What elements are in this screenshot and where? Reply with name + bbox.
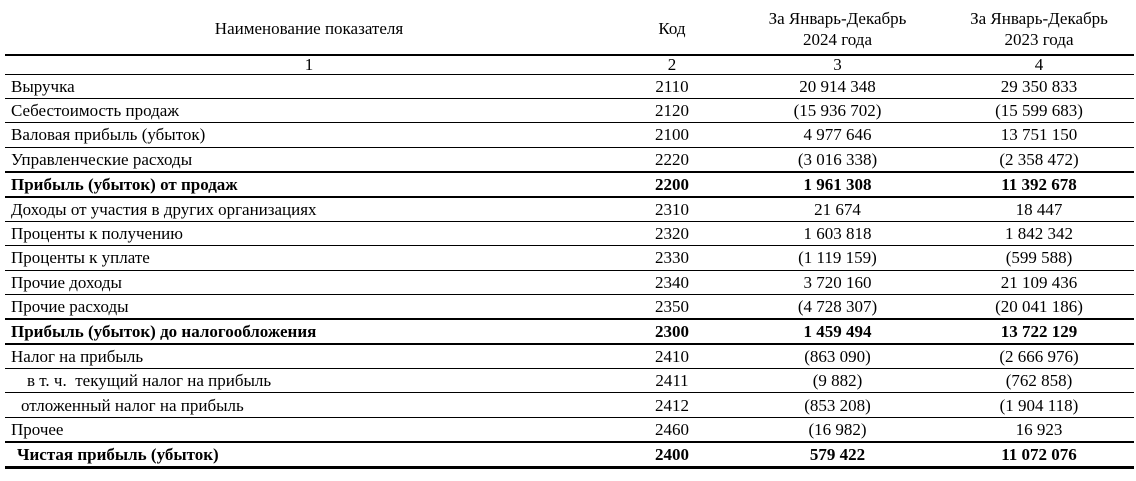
table-row: [5, 393, 1134, 417]
row-value-2023: (15 599 683): [944, 99, 1134, 123]
column-header-name: Наименование показателя: [5, 3, 613, 55]
row-value-2024: (1 119 159): [731, 246, 944, 270]
row-code: 2330: [613, 246, 731, 270]
column-header-2023-line2: 2023 года: [1004, 29, 1074, 49]
row-name: Прочие доходы: [5, 270, 613, 294]
table-row: [5, 417, 1134, 442]
row-code: 2200: [613, 172, 731, 197]
row-value-2024: 579 422: [731, 442, 944, 468]
table-row: [5, 123, 1134, 147]
row-value-2023: (762 858): [944, 369, 1134, 393]
table-body: [5, 75, 1134, 468]
row-value-2024: 3 720 160: [731, 270, 944, 294]
row-value-2023: 21 109 436: [944, 270, 1134, 294]
row-value-2023: (1 904 118): [944, 393, 1134, 417]
row-value-2023: 11 392 678: [944, 172, 1134, 197]
row-value-2023: 13 751 150: [944, 123, 1134, 147]
row-code: 2400: [613, 442, 731, 468]
column-index-2: 2: [613, 55, 731, 75]
table-row: [5, 197, 1134, 222]
row-value-2023: (20 041 186): [944, 294, 1134, 319]
row-name: Налог на прибыль: [5, 344, 613, 369]
row-value-2024: 4 977 646: [731, 123, 944, 147]
column-header-2024: [731, 3, 944, 55]
row-code: 2100: [613, 123, 731, 147]
column-index-1: 1: [5, 55, 613, 75]
row-value-2024: (15 936 702): [731, 99, 944, 123]
row-name: Выручка: [5, 75, 613, 99]
row-name: Прочие расходы: [5, 294, 613, 319]
table-row-subtotal: [5, 172, 1134, 197]
row-code: 2310: [613, 197, 731, 222]
column-header-2024-line1: За Январь-Декабрь: [768, 8, 907, 28]
row-value-2024: 1 603 818: [731, 222, 944, 246]
row-code: 2411: [613, 369, 731, 393]
row-value-2023: 1 842 342: [944, 222, 1134, 246]
table-row: [5, 294, 1134, 319]
row-name: Чистая прибыль (убыток): [5, 442, 613, 468]
row-value-2024: (853 208): [731, 393, 944, 417]
row-code: 2350: [613, 294, 731, 319]
row-name: Доходы от участия в других организациях: [5, 197, 613, 222]
row-name: Проценты к уплате: [5, 246, 613, 270]
row-value-2023: 11 072 076: [944, 442, 1134, 468]
column-header-code: Код: [613, 3, 731, 55]
row-value-2024: (863 090): [731, 344, 944, 369]
table-row: [5, 369, 1134, 393]
row-code: 2410: [613, 344, 731, 369]
row-value-2024: 1 961 308: [731, 172, 944, 197]
row-value-2023: (2 358 472): [944, 147, 1134, 172]
row-value-2024: 20 914 348: [731, 75, 944, 99]
row-code: 2120: [613, 99, 731, 123]
row-code: 2412: [613, 393, 731, 417]
row-code: 2320: [613, 222, 731, 246]
row-name: в т. ч. текущий налог на прибыль: [5, 369, 613, 393]
table-row: [5, 222, 1134, 246]
column-index-3: 3: [731, 55, 944, 75]
column-index-4: 4: [944, 55, 1134, 75]
row-name: Прибыль (убыток) от продаж: [5, 172, 613, 197]
row-code: 2220: [613, 147, 731, 172]
table-header: [5, 3, 1134, 75]
table-row: [5, 246, 1134, 270]
row-code: 2340: [613, 270, 731, 294]
row-value-2023: 16 923: [944, 417, 1134, 442]
row-value-2024: (16 982): [731, 417, 944, 442]
table-row: [5, 344, 1134, 369]
row-code: 2110: [613, 75, 731, 99]
table-row-total: [5, 442, 1134, 468]
row-value-2023: 18 447: [944, 197, 1134, 222]
table-row: [5, 99, 1134, 123]
row-value-2024: (4 728 307): [731, 294, 944, 319]
row-name: Себестоимость продаж: [5, 99, 613, 123]
column-header-2023: [944, 3, 1134, 55]
table-row: [5, 75, 1134, 99]
row-value-2023: 13 722 129: [944, 319, 1134, 344]
row-value-2024: (3 016 338): [731, 147, 944, 172]
table-row-subtotal: [5, 319, 1134, 344]
row-value-2023: (2 666 976): [944, 344, 1134, 369]
row-name: отложенный налог на прибыль: [5, 393, 613, 417]
row-value-2024: 1 459 494: [731, 319, 944, 344]
row-name: Прочее: [5, 417, 613, 442]
row-value-2024: 21 674: [731, 197, 944, 222]
row-code: 2300: [613, 319, 731, 344]
row-value-2024: (9 882): [731, 369, 944, 393]
column-header-2023-line1: За Январь-Декабрь: [970, 8, 1108, 28]
row-name: Управленческие расходы: [5, 147, 613, 172]
row-name: Валовая прибыль (убыток): [5, 123, 613, 147]
row-value-2023: (599 588): [944, 246, 1134, 270]
table-row: [5, 270, 1134, 294]
row-value-2023: 29 350 833: [944, 75, 1134, 99]
row-name: Проценты к получению: [5, 222, 613, 246]
income-statement-table: [5, 3, 1134, 469]
row-name: Прибыль (убыток) до налогообложения: [5, 319, 613, 344]
table-row: [5, 147, 1134, 172]
header-row: [5, 3, 1134, 55]
column-header-2024-line2: 2024 года: [802, 29, 872, 49]
column-index-row: [5, 55, 1134, 75]
row-code: 2460: [613, 417, 731, 442]
